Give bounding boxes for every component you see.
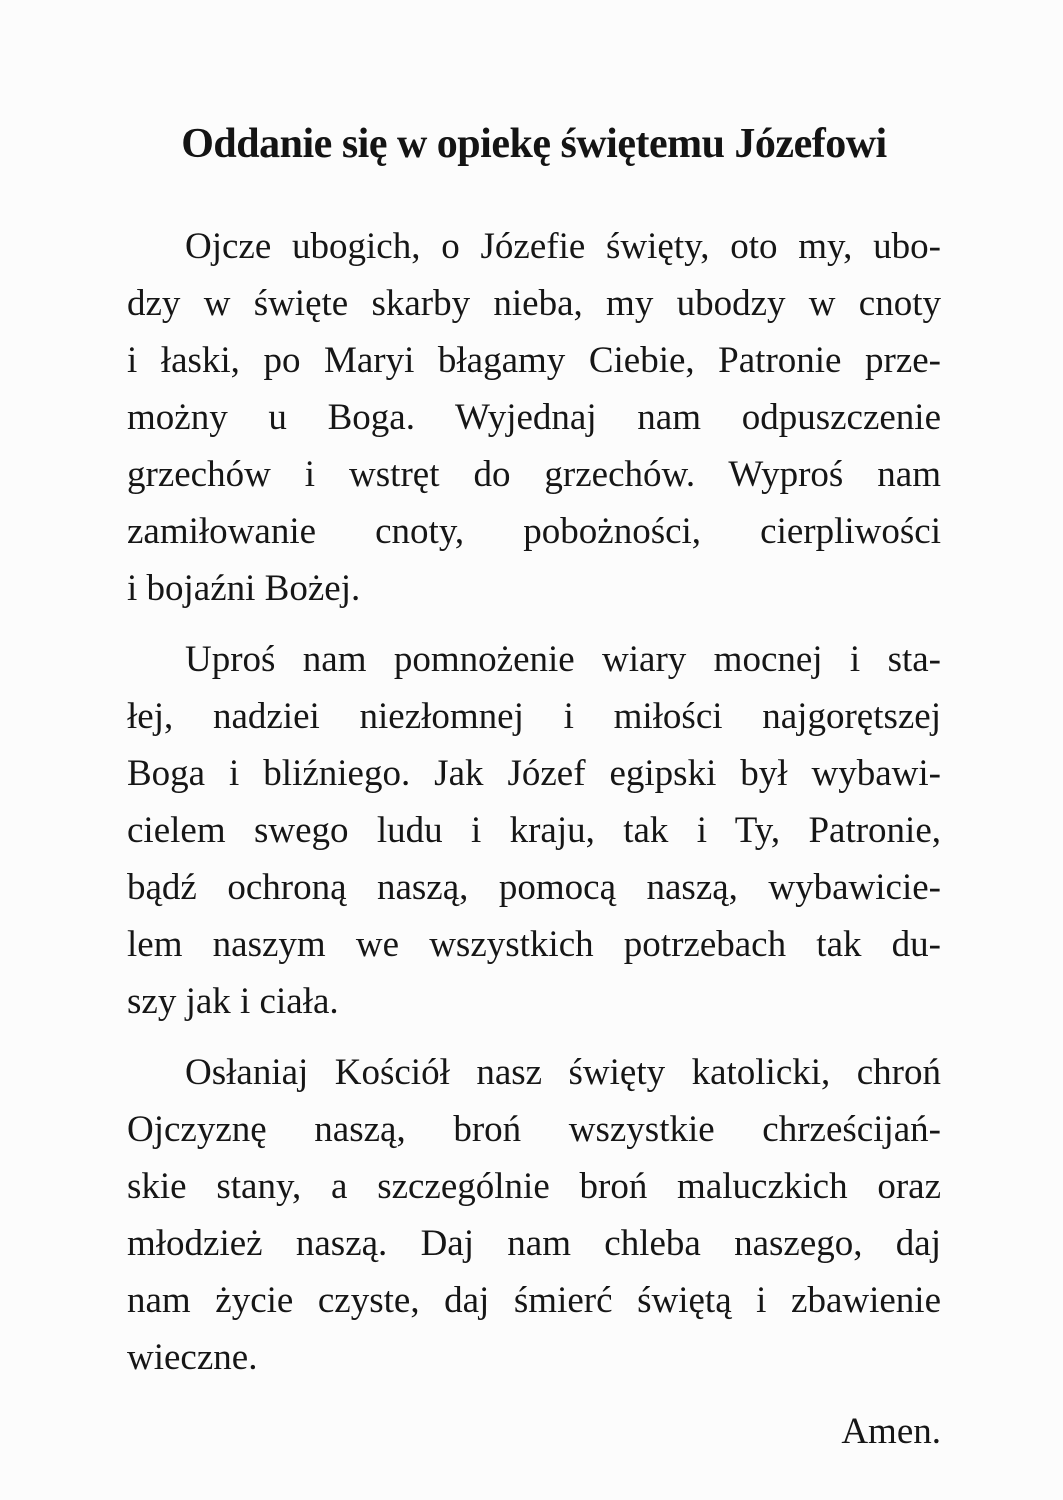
text-line: dzy w święte skarby nieba, my ubodzy w cnoty: [127, 283, 941, 324]
text-line: skie stany, a szczególnie broń maluczkich oraz: [127, 1166, 941, 1207]
text-line: Uproś nam pomnożenie wiary mocnej i sta-: [185, 639, 941, 680]
text-line: zamiłowanie cnoty, pobożności, cierpliwości: [127, 511, 941, 552]
prayer-body: [127, 218, 941, 1386]
paragraph: [127, 1044, 941, 1386]
text-line: i bojaźni Bożej.: [127, 568, 361, 609]
text-line: łej, nadziei niezłomnej i miłości najgorętszej: [127, 696, 941, 737]
text-line: Boga i bliźniego. Jak Józef egipski był wybawi-: [127, 753, 941, 794]
text-line: wieczne.: [127, 1337, 258, 1378]
paragraph: [127, 631, 941, 1030]
closing-amen: Amen.: [841, 1411, 941, 1452]
text-line: bądź ochroną naszą, pomocą naszą, wybawicie-: [127, 867, 941, 908]
text-line: Ojcze ubogich, o Józefie święty, oto my, ubo-: [185, 226, 941, 267]
text-line: możny u Boga. Wyjednaj nam odpuszczenie: [127, 397, 941, 438]
text-line: Osłaniaj Kościół nasz święty katolicki, chroń: [185, 1052, 941, 1093]
paragraph: [127, 218, 941, 617]
text-line: Ojczyznę naszą, broń wszystkie chrześcijań-: [127, 1109, 941, 1150]
text-line: grzechów i wstręt do grzechów. Wyproś nam: [127, 454, 941, 495]
text-line: lem naszym we wszystkich potrzebach tak du-: [127, 924, 941, 965]
text-line: szy jak i ciała.: [127, 981, 339, 1022]
page-title: Oddanie się w opiekę świętemu Józefowi: [181, 121, 887, 167]
text-line: cielem swego ludu i kraju, tak i Ty, Patronie,: [127, 810, 941, 851]
text-line: nam życie czyste, daj śmierć świętą i zbawienie: [127, 1280, 941, 1321]
text-line: młodzież naszą. Daj nam chleba naszego, daj: [127, 1223, 941, 1264]
text-line: i łaski, po Maryi błagamy Ciebie, Patronie prze-: [127, 340, 941, 381]
